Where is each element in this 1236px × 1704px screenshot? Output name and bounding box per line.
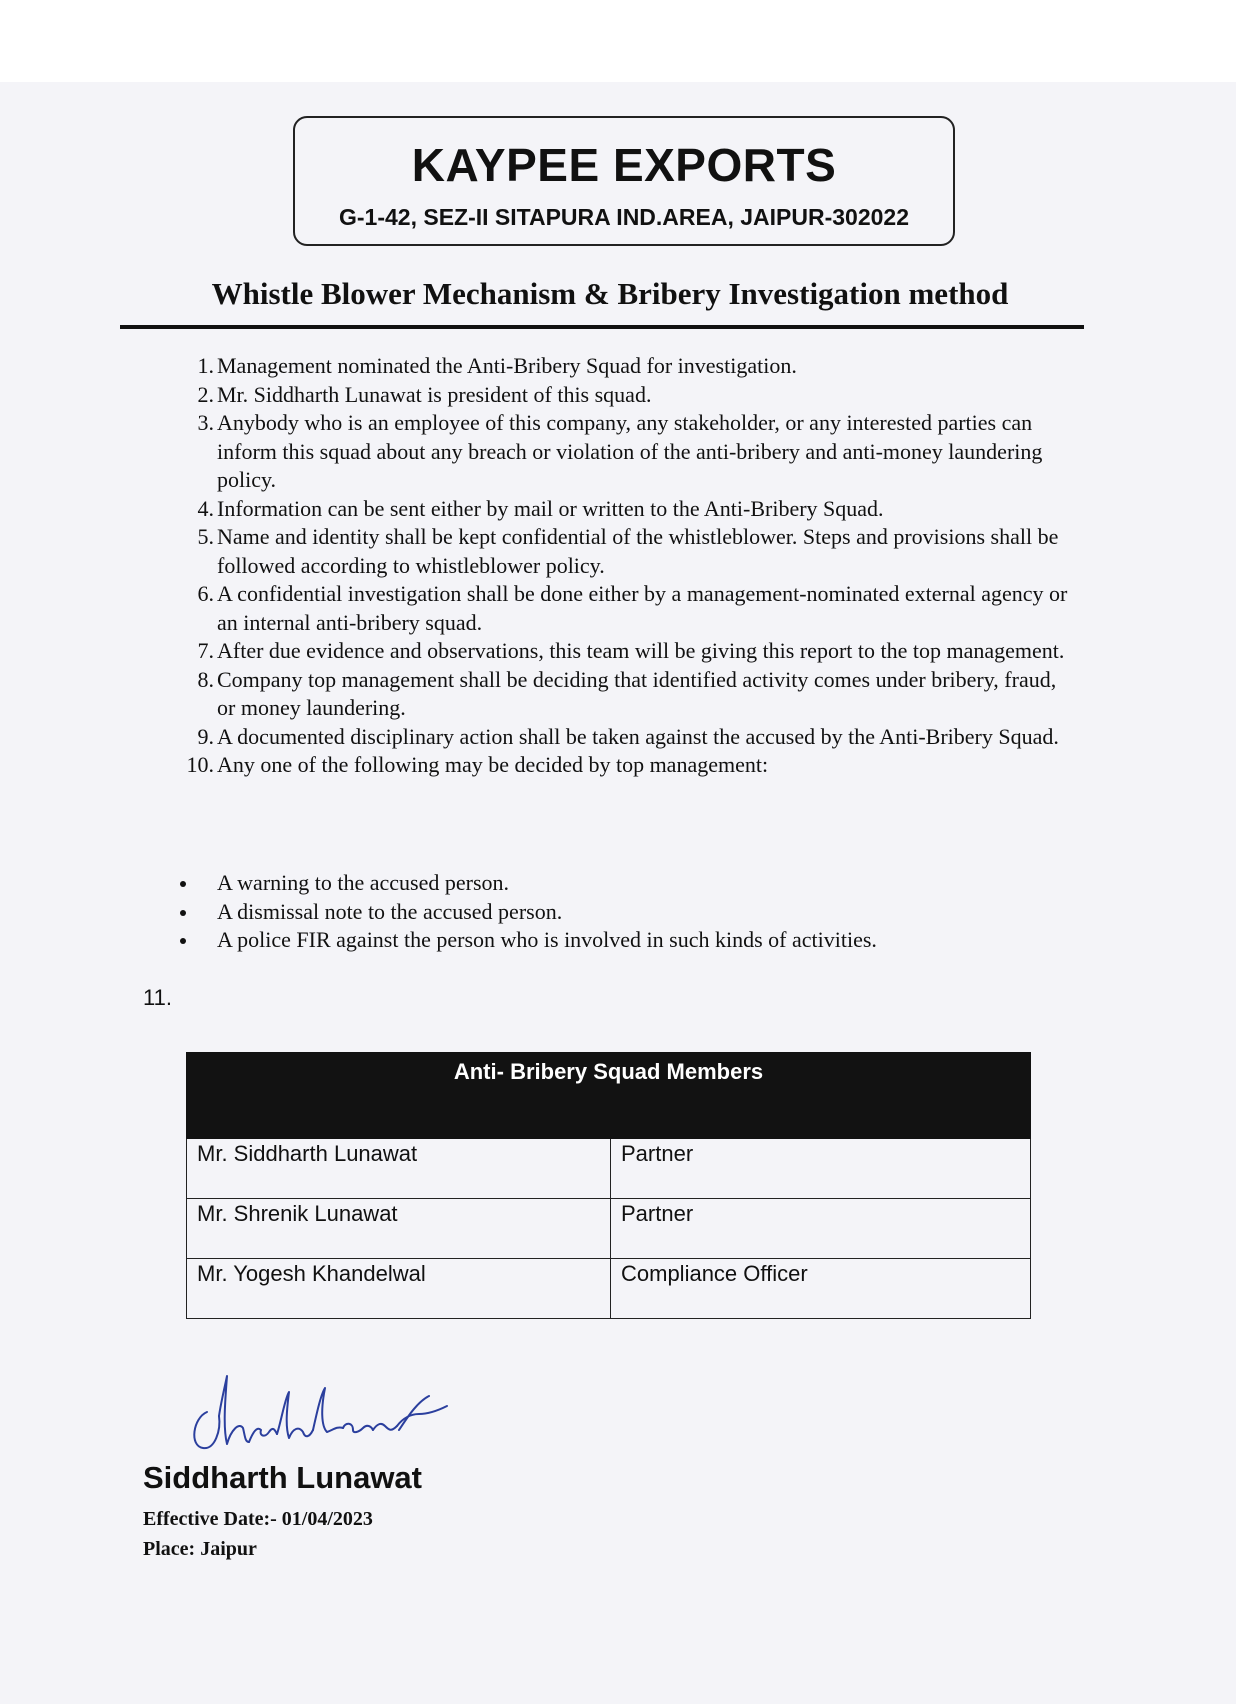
action-options-list: [180, 869, 1080, 955]
title-underline: [120, 325, 1084, 329]
bullet-item-text: A police FIR against the person who is involved in such kinds of activities.: [217, 927, 877, 952]
list-item-text: A documented disciplinary action shall be taken against the accused by the Anti-Bribery Squad.: [217, 723, 1059, 749]
bullet-item: [180, 926, 1080, 955]
company-name: KAYPEE EXPORTS: [411, 139, 837, 191]
list-item-text: Any one of the following may be decided by top management:: [217, 752, 769, 777]
member-role-cell: Compliance Officer: [611, 1259, 1031, 1319]
list-item: [170, 580, 1080, 637]
bullet-item: [180, 869, 1080, 898]
company-address: G-1-42, SEZ-II SITAPURA IND.AREA, JAIPUR-302022: [338, 204, 910, 230]
letterhead-box: [293, 116, 955, 246]
bullet-icon: [180, 938, 186, 944]
place: Place: Jaipur: [143, 1538, 257, 1560]
list-item-text: Information can be sent either by mail or written to the Anti-Bribery Squad.: [217, 495, 884, 521]
procedure-list: [170, 352, 1080, 780]
list-item-text: Company top management shall be deciding that identified activity comes under bribery, fraud, or money laundering.: [217, 666, 1057, 720]
list-item-number: 8.: [197, 666, 214, 692]
list-item-text: Anybody who is an employee of this company, any stakeholder, or any interested parties can inform this squad about any breach or violation of the anti-bribery and anti-money laundering policy.: [217, 410, 1043, 492]
list-item-number: 4.: [197, 495, 214, 521]
list-item-number: 1.: [197, 353, 214, 378]
list-item-text: A confidential investigation shall be done either by a management-nominated external agency or an internal anti-bribery squad.: [217, 581, 1068, 635]
table-row: [187, 1199, 1031, 1259]
list-item: [170, 723, 1080, 752]
member-name-cell: Mr. Shrenik Lunawat: [187, 1199, 611, 1259]
member-name-cell: Mr. Yogesh Khandelwal: [187, 1259, 611, 1319]
list-item-text: Management nominated the Anti-Bribery Squad for investigation.: [217, 353, 797, 378]
effective-date: Effective Date:- 01/04/2023: [143, 1508, 373, 1530]
bullet-item-text: A dismissal note to the accused person.: [217, 898, 563, 924]
list-item-number: 3.: [197, 410, 214, 435]
list-item-number: 7.: [197, 638, 214, 663]
list-item: [170, 352, 1080, 381]
member-role-cell: Partner: [611, 1139, 1031, 1199]
list-item: [170, 381, 1080, 410]
bullet-item-text: A warning to the accused person.: [217, 870, 510, 895]
bullet-icon: [180, 881, 186, 887]
table-header-row: [187, 1053, 1031, 1139]
item-eleven-number: 11.: [143, 985, 172, 1010]
list-item: [170, 637, 1080, 666]
member-name-cell: Mr. Siddharth Lunawat: [187, 1139, 611, 1199]
list-item: [170, 495, 1080, 524]
list-item-text: Mr. Siddharth Lunawat is president of this squad.: [217, 381, 652, 407]
signatory-name: Siddharth Lunawat: [143, 1460, 422, 1495]
list-item: [170, 409, 1080, 495]
table-row: [187, 1139, 1031, 1199]
squad-members-table: [186, 1052, 1031, 1319]
table-header: Anti- Bribery Squad Members: [187, 1053, 1031, 1139]
list-item-text: After due evidence and observations, this team will be giving this report to the top management.: [217, 638, 1065, 663]
list-item-number: 5.: [197, 524, 214, 549]
list-item-text: Name and identity shall be kept confidential of the whistleblower. Steps and provisions shall be followed according to whistleblower policy.: [217, 524, 1059, 578]
list-item: [170, 751, 1080, 780]
list-item: [170, 523, 1080, 580]
handwritten-signature: [185, 1372, 455, 1456]
member-role-cell: Partner: [611, 1199, 1031, 1259]
document-title: Whistle Blower Mechanism & Bribery Investigation method: [211, 276, 1009, 311]
list-item-number: 9.: [197, 723, 214, 749]
list-item-number: 10.: [186, 752, 214, 777]
bullet-item: [180, 898, 1080, 927]
list-item: [170, 666, 1080, 723]
list-item-number: 2.: [197, 381, 214, 407]
bullet-icon: [180, 910, 186, 916]
table-row: [187, 1259, 1031, 1319]
list-item-number: 6.: [197, 581, 214, 606]
